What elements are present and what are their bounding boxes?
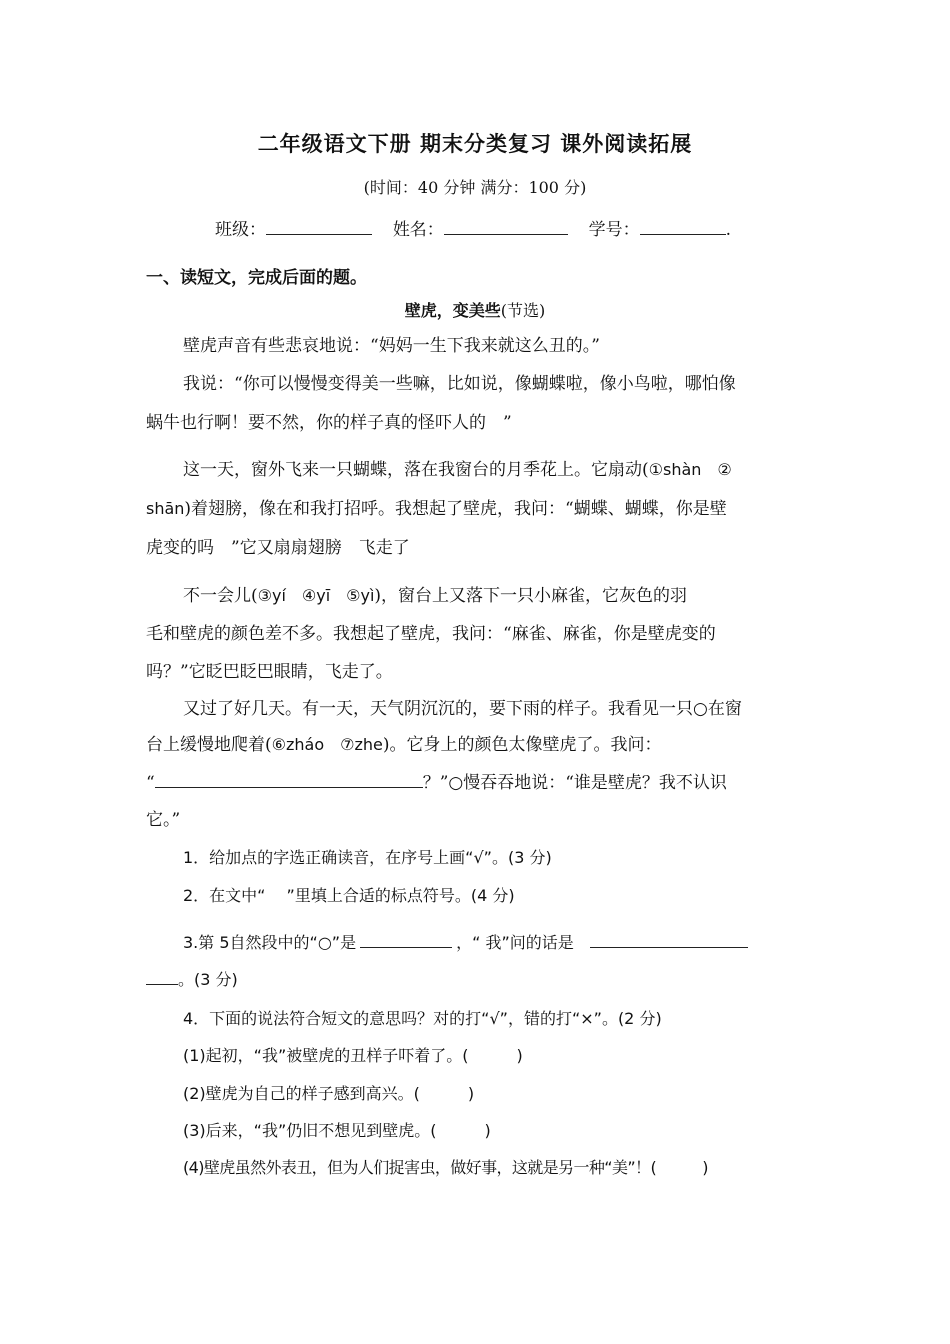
pinyin-option[interactable]: shān — [146, 499, 185, 518]
class-label: 班级： — [215, 220, 266, 240]
class-blank[interactable] — [266, 218, 372, 235]
passage-paragraph-2-line-2: 蜗牛也行啊！要不然，你的样子真的怪吓人的 ” — [146, 413, 512, 433]
passage-paragraph-1: 壁虎声音有些悲哀地说：“妈妈一生下我来就这么丑的。” — [183, 336, 600, 356]
question-3-line-2 — [146, 968, 238, 992]
end-mark: . — [725, 220, 732, 240]
name-blank[interactable] — [444, 218, 568, 235]
passage-paragraph-2-line-1: 我说：“你可以慢慢变得美一些嘛，比如说，像蝴蝶啦，像小鸟啦，哪怕像 — [183, 374, 736, 394]
id-label: 学号： — [588, 220, 640, 240]
passage-paragraph-5-line-2 — [146, 733, 662, 757]
text-segment: ？”○慢吞吞地说：“谁是壁虎？我不认识 — [422, 773, 727, 793]
text-segment: )。它身上的颜色太像壁虎了。我问： — [382, 735, 662, 755]
id-blank[interactable] — [640, 218, 726, 235]
passage-paragraph-4-line-3: 吗？”它眨巴眨巴眼睛，飞走了。 — [146, 662, 393, 682]
question-4-item-1[interactable]: (1)起初，“我”被壁虎的丑样子吓着了。( ) — [183, 1046, 523, 1065]
passage-paragraph-5-line-3 — [146, 771, 727, 795]
text-segment: 。(3 分) — [178, 970, 238, 989]
passage-paragraph-5-line-4: 它。” — [146, 810, 181, 830]
text-segment: 不一会儿( — [183, 586, 258, 606]
text-segment: 台上缓慢地爬着( — [146, 735, 272, 755]
passage-paragraph-3-line-2 — [146, 497, 727, 521]
text-segment: 这一天，窗外飞来一只蝴蝶，落在我窗台的月季花上。它扇动( — [183, 460, 649, 480]
question-2: 2．在文中“ ”里填上合适的标点符号。(4 分) — [183, 886, 515, 905]
passage-paragraph-5-line-1: 又过了好几天。有一天，天气阴沉沉的，要下雨的样子。我看见一只○在窗 — [183, 699, 742, 719]
passage-paragraph-3-line-3: 虎变的吗 ”它又扇扇翅膀 飞走了 — [146, 538, 410, 558]
pinyin-options[interactable]: ⑥zháo ⑦zhe — [271, 735, 383, 754]
question-4: 4．下面的说法符合短文的意思吗？对的打“√”，错的打“×”。(2 分) — [183, 1009, 662, 1028]
section-heading: 一、读短文，完成后面的题。 — [146, 268, 367, 288]
passage-paragraph-4-line-1 — [183, 584, 687, 608]
animal-blank[interactable] — [360, 931, 452, 948]
passage-paragraph-3-line-1 — [183, 458, 732, 482]
name-label: 姓名： — [392, 220, 444, 240]
text-segment: )着翅膀，像在和我打招呼。我想起了壁虎，我问：“蝴蝶、蝴蝶，你是壁 — [184, 499, 727, 519]
open-quote: “ — [146, 773, 155, 793]
passage-title-note: (节选) — [500, 301, 546, 320]
question-answer-blank[interactable] — [155, 771, 423, 788]
question-4-item-3[interactable]: (3)后来，“我”仍旧不想见到壁虎。( ) — [183, 1121, 491, 1140]
question-blank-continued[interactable] — [146, 968, 178, 985]
question-3-line-1 — [183, 931, 748, 955]
page-title: 二年级语文下册 期末分类复习 课外阅读拓展 — [257, 132, 693, 156]
pinyin-options[interactable]: ①shàn ② — [648, 460, 732, 479]
passage-paragraph-4-line-2: 毛和壁虎的颜色差不多。我想起了壁虎，我问：“麻雀、麻雀，你是壁虎变的 — [146, 624, 716, 644]
question-4-item-2[interactable]: (2)壁虎为自己的样子感到高兴。( ) — [183, 1084, 475, 1103]
text-segment: )，窗台上又落下一只小麻雀，它灰色的羽 — [374, 586, 688, 606]
pinyin-options[interactable]: ③yí ④yī ⑤yì — [257, 586, 375, 605]
question-4-item-4[interactable]: (4)壁虎虽然外表丑，但为人们捉害虫，做好事，这就是另一种“美”！( ) — [183, 1158, 708, 1177]
text-segment: 3.第 5自然段中的“○”是 — [183, 933, 357, 952]
question-1: 1．给加点的字选正确读音，在序号上画“√”。(3 分) — [183, 848, 552, 867]
passage-title — [0, 298, 950, 321]
question-blank[interactable] — [590, 931, 748, 948]
passage-title-text: 壁虎，变美些 — [404, 301, 501, 320]
time-score-info: (时间：40 分钟 满分：100 分) — [363, 178, 587, 197]
student-info-row — [215, 215, 731, 240]
text-segment: ，“ 我”问的话是 — [456, 933, 574, 952]
